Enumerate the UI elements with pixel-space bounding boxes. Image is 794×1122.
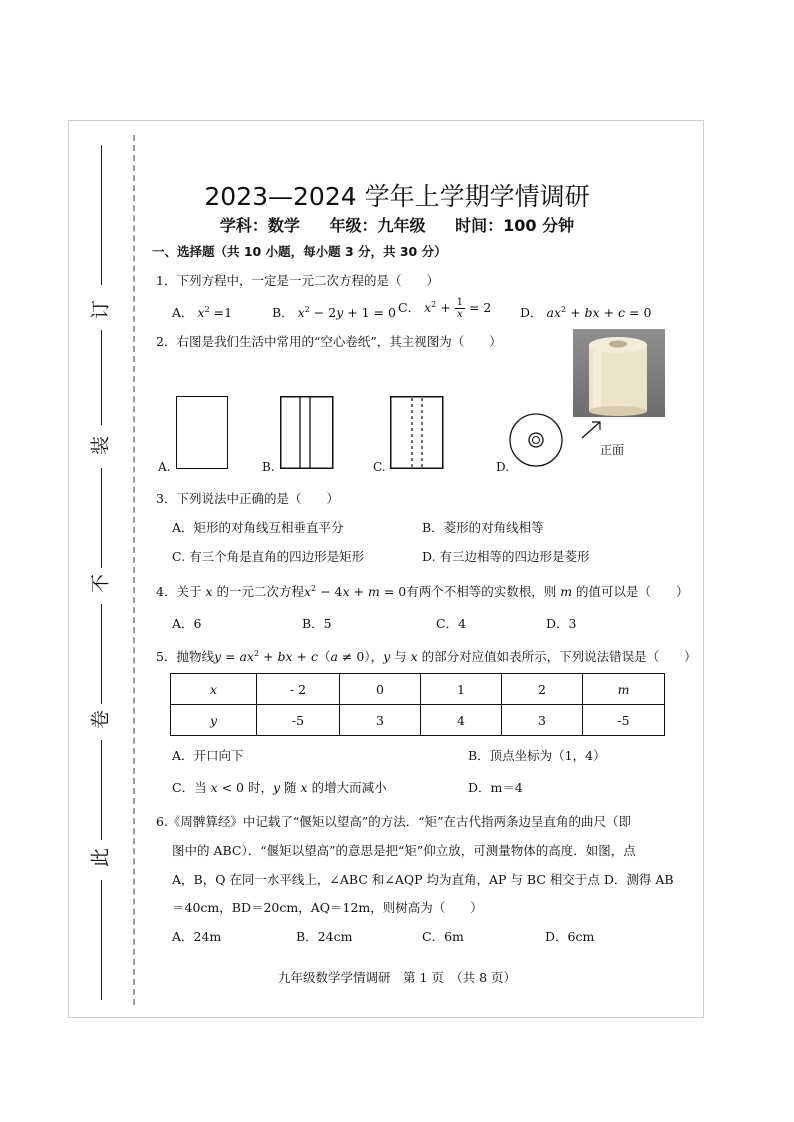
q2-option-b: B. (262, 460, 275, 474)
q3-option-c: C. 有三个角是直角的四边形是矩形 (172, 549, 365, 564)
option-text: 随 (284, 780, 297, 795)
value-table (170, 673, 665, 736)
binding-line-segment (101, 468, 102, 568)
option-label: C． (398, 300, 421, 315)
math-expression: $ax^2$ + bx + c = 0 (546, 304, 652, 320)
stem-text: 5．抛物线 (156, 649, 214, 664)
table-cell: 0 (340, 674, 421, 705)
stem-text: 有两个不相等的实数根，则 (406, 584, 557, 599)
q4-option-d: D．3 (546, 616, 577, 631)
binding-char: 订 (89, 300, 112, 320)
table-cell: 1 (421, 674, 502, 705)
stem-text: 与 (394, 649, 407, 664)
front-label: 正面 (600, 443, 625, 457)
stem-text: ， (370, 649, 384, 664)
q5-stem: 5．抛物线$y = ax^2$ + bx + c（a ≠ 0），y 与 x 的部分对应值如表所示，下列说法错误是（ ） (156, 648, 697, 664)
binding-char: 装 (89, 436, 112, 456)
q3-stem: 3．下列说法中正确的是（ ） (156, 491, 339, 506)
binding-char: 卷 (89, 710, 112, 730)
q3-option-a: A．矩形的对角线互相垂直平分 (172, 520, 344, 535)
q1-option-b (272, 303, 396, 321)
table-cell-text: x (209, 681, 218, 697)
q6-option-b: B．24cm (296, 929, 353, 944)
page-footer: 九年级数学学情调研 第 1 页 （共 8 页） (277, 970, 517, 985)
toilet-paper-roll-photo (573, 329, 665, 417)
q6-option-a: A．24m (172, 929, 222, 944)
binding-line-segment (101, 330, 102, 425)
q1-option-d (520, 303, 651, 321)
q5-option-d: D．m＝4 (468, 780, 523, 795)
table-cell (171, 705, 257, 736)
q4-option-c: C．4 (436, 616, 467, 631)
q6-stem-line: A，B，Q 在同一水平线上，∠ABC 和∠AQP 均为直角，AP 与 BC 相交于点 D．测得 AB (172, 872, 674, 887)
table-cell: 4 (421, 705, 502, 736)
table-cell: 3 (340, 705, 421, 736)
option-label: D． (520, 305, 543, 320)
table-cell: 3 (502, 705, 583, 736)
q1-option-a (172, 303, 232, 321)
math-expression: $y = ax^2$ + bx + c（a ≠ 0） (213, 648, 371, 664)
view-a-rectangle (176, 396, 228, 469)
stem-text: 的部分对应值如表所示，下列说法错误是（ ） (421, 649, 697, 664)
q6-stem-line: ＝40cm，BD＝20cm，AQ＝12m，则树高为（ ） (172, 900, 483, 915)
q5-option-c: C．当 x < 0 时，y 随 x 的增大而减小 (172, 780, 387, 795)
option-label: A． (172, 305, 194, 320)
q5-option-b: B．顶点坐标为（1，4） (468, 748, 606, 763)
stem-text: 的一元二次方程 (216, 584, 304, 599)
exam-subtitle (0, 213, 794, 236)
option-label: B． (272, 305, 294, 320)
q6-option-c: C．6m (422, 929, 464, 944)
q2-option-a: A. (158, 460, 171, 474)
math-expression: $x^2 - 2y + 1 = 0$ (297, 304, 397, 320)
grade-label: 年级：九年级 (329, 216, 426, 235)
q6-stem-line: 图中的 ABC）．“偃矩以望高”的意思是把“矩”仰立放，可测量物体的高度．如图，点 (172, 843, 636, 858)
view-b-solid-lines (280, 396, 334, 470)
table-cell: -5 (257, 705, 340, 736)
q3-option-b: B．菱形的对角线相等 (422, 520, 544, 535)
option-text: C．当 (172, 780, 207, 795)
math-expression: $x^2 - 4x + m = 0$ (303, 583, 407, 599)
subject-label: 学科：数学 (219, 216, 300, 235)
table-cell: -5 (583, 705, 665, 736)
view-c-dashed-lines (390, 396, 444, 470)
q4-stem: 4．关于 x 的一元二次方程$x^2 - 4x + m = 0$有两个不相等的实数根，则 m 的值可以是（ ） (156, 583, 689, 599)
table-cell: - 2 (257, 674, 340, 705)
binding-dashed-line (133, 135, 135, 1005)
table-cell: 2 (502, 674, 583, 705)
table-cell-text: y (209, 712, 218, 728)
q3-option-d: D. 有三边相等的四边形是菱形 (422, 549, 590, 564)
math-expression: $x^2$ + $\frac{1}{x}$ = 2 (424, 297, 492, 320)
q6-stem-line: 6.《周髀算经》中记载了“偃矩以望高”的方法．“矩”在古代指两条边呈直角的曲尺（即 (156, 814, 631, 829)
table-cell-text: m (617, 681, 630, 697)
math-expression: x < 0 (210, 780, 248, 795)
q4-option-a: A．6 (172, 616, 202, 631)
table-cell (583, 674, 665, 705)
front-arrow-icon (578, 418, 608, 442)
q2-stem: 2．右图是我们生活中常用的“空心卷纸”，其主视图为（ ） (156, 334, 502, 349)
binding-line-segment (101, 740, 102, 840)
table-row (171, 674, 665, 705)
binding-char: 不 (89, 574, 112, 594)
option-text: 时， (247, 780, 273, 795)
q2-option-d: D. (496, 460, 510, 474)
q5-option-a: A．开口向下 (172, 748, 244, 763)
section-heading: 一、选择题（共 10 小题，每小题 3 分，共 30 分） (152, 244, 447, 259)
view-d-concentric-circles (508, 412, 564, 468)
binding-char: 此 (89, 848, 112, 868)
q1-option-c (398, 297, 491, 320)
q2-option-c: C. (373, 460, 386, 474)
math-expression: $x^2 =1$ (197, 304, 233, 320)
binding-line-segment (101, 604, 102, 704)
exam-title: 2023—2024 学年上学期学情调研 (204, 182, 590, 211)
option-text: 的增大而减小 (311, 780, 387, 795)
time-label: 时间：100 分钟 (455, 216, 575, 235)
q4-option-b: B．5 (302, 616, 332, 631)
table-cell (171, 674, 257, 705)
stem-text: 4．关于 (156, 584, 202, 599)
paper-roll-icon (573, 329, 665, 417)
table-row (171, 705, 665, 736)
q1-stem: 1．下列方程中，一定是一元二次方程的是（ ） (156, 273, 439, 288)
stem-text: 的值可以是（ ） (576, 584, 689, 599)
q6-option-d: D．6cm (545, 929, 595, 944)
